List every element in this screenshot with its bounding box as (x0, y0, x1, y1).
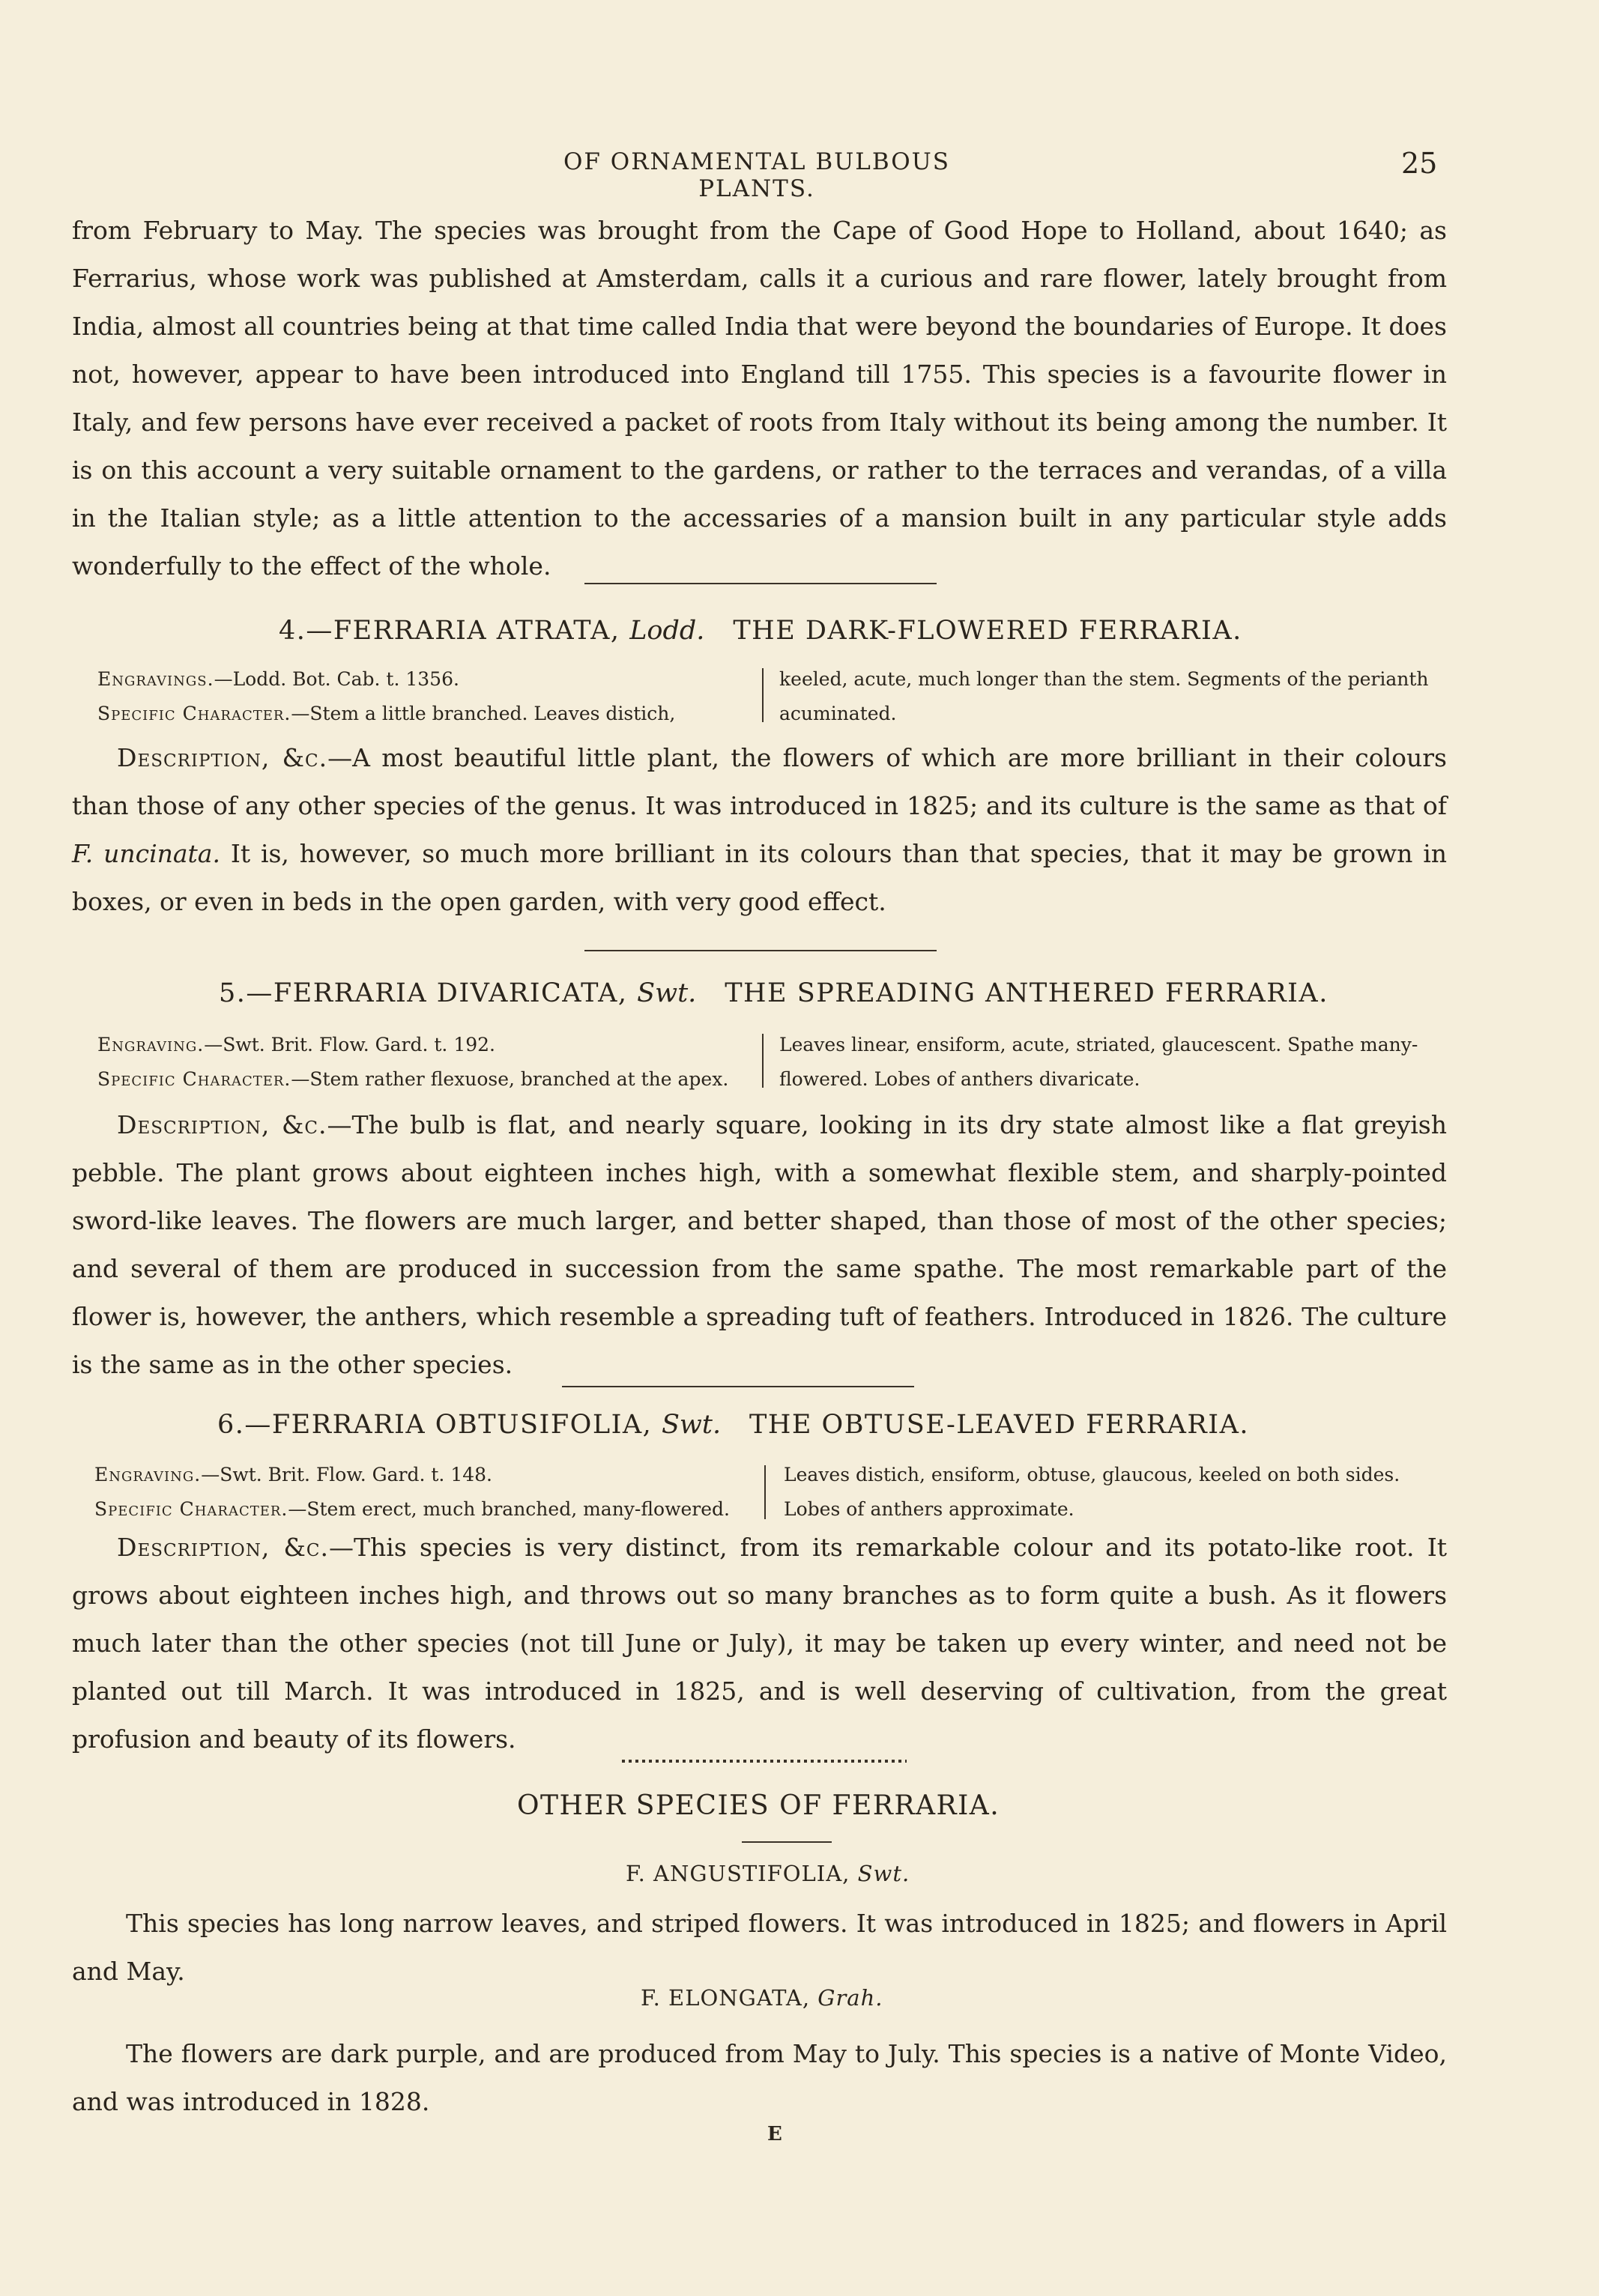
description-text: —A most beautiful little plant, the flowers of which are more brilliant in their colours than those of any other species of the genus. It was introduced in 1825; and its culture is the same as that of (72, 743, 1447, 820)
species-description (72, 1101, 1447, 1389)
species-notes-right (779, 662, 1429, 731)
note-text: flowered. Lobes of anthers divaricate. (779, 1068, 1140, 1090)
notes-separator (762, 668, 764, 722)
species-notes-left (97, 1028, 728, 1097)
species-description (72, 1524, 1447, 1763)
species-text: This species has long narrow leaves, and striped flowers. It was introduced in 1825; and flowers in April and May. (72, 1909, 1447, 1986)
species-number-name: 6.—FERRARIA OBTUSIFOLIA, (217, 1410, 653, 1440)
species-common-name: THE DARK-FLOWERED FERRARIA. (733, 616, 1242, 646)
species-authority: Swt. (637, 978, 697, 1008)
species-authority: Swt. (857, 1861, 910, 1886)
note-text: —Swt. Brit. Flow. Gard. t. 148. (201, 1464, 492, 1485)
species-heading-atrata (279, 616, 1242, 646)
species-number-name: 5.—FERRARIA DIVARICATA, (219, 978, 628, 1008)
note-text: acuminated. (779, 703, 897, 724)
species-subheading-angustifolia (626, 1861, 910, 1886)
running-title: OF ORNAMENTAL BULBOUS PLANTS. (563, 148, 950, 202)
species-heading-divaricata (219, 978, 1329, 1008)
intro-paragraph: from February to May. The species was brought from the Cape of Good Hope to Holland, about 1640; as Ferrarius, whose work was published at Amsterdam, calls it a curious and rare flower, lately brought from India, almost all countries being at that time called India that were beyond the boundaries of Europe. It does not, however, appear to have been introduced into England till 1755. This species is a favourite flower in Italy, and few persons have ever received a packet of roots from Italy without its being among the number. It is on this account a very suitable ornament to the gardens, or rather to the terraces and verandas, of a villa in the Italian style; as a little attention to the accessaries of a mansion built in any particular style adds wonderfully to the effect of the whole. (72, 216, 1447, 581)
species-authority: Swt. (661, 1410, 722, 1440)
note-text: keeled, acute, much longer than the stem. Segments of the perianth (779, 668, 1429, 690)
note-text: Lobes of anthers approximate. (784, 1498, 1074, 1520)
note-text: Leaves distich, ensiform, obtuse, glaucous, keeled on both sides. (784, 1464, 1400, 1485)
section-divider (584, 950, 937, 951)
species-notes-left (94, 1458, 730, 1527)
species-number-name: 4.—FERRARIA ATRATA, (279, 616, 620, 646)
description-label: Description, &c. (117, 743, 328, 772)
description-label: Description, &c. (117, 1110, 327, 1139)
page-number: 25 (1401, 147, 1438, 180)
description-italic: F. uncinata. (72, 839, 220, 868)
notes-separator (764, 1465, 766, 1519)
note-label: Engravings. (97, 668, 214, 690)
other-species-title: OTHER SPECIES OF FERRARIA. (517, 1790, 1000, 1821)
species-authority: Grah. (817, 1985, 883, 2011)
note-text: Leaves linear, ensiform, acute, striated, glaucescent. Spathe many- (779, 1034, 1418, 1055)
species-common-name: THE OBTUSE-LEAVED FERRARIA. (749, 1410, 1249, 1440)
species-common-name: THE SPREADING ANTHERED FERRARIA. (725, 978, 1329, 1008)
description-text: —This species is very distinct, from its remarkable colour and its potato-like root. It grows about eighteen inches high, and throws out so many branches as to form quite a bush. As it flowers much later than the other species (not till June or July), it may be taken up every winter, and need not be planted out till March. It was introduced in 1825, and is well deserving of cultivation, from the great profusion and beauty of its flowers. (72, 1533, 1447, 1754)
note-text: —Stem rather flexuose, branched at the apex. (291, 1068, 729, 1090)
species-notes-right (784, 1458, 1400, 1527)
notes-separator (762, 1034, 764, 1088)
section-divider (562, 1386, 914, 1387)
note-label: Engraving. (94, 1464, 202, 1485)
note-label: Specific Character. (97, 1068, 291, 1090)
species-name: F. ELONGATA, (641, 1985, 811, 2011)
note-text: —Lodd. Bot. Cab. t. 1356. (214, 668, 459, 690)
species-notes-left (97, 662, 675, 731)
description-text: It is, however, so much more brilliant in its colours than that species, that it may be grown in boxes, or even in beds in the open garden, with very good effect. (72, 839, 1447, 916)
note-text: —Stem a little branched. Leaves distich, (291, 703, 676, 724)
species-name: F. ANGUSTIFOLIA, (626, 1861, 850, 1886)
section-divider (584, 583, 937, 584)
species-authority: Lodd. (629, 616, 705, 646)
species-subheading-elongata (641, 1985, 883, 2011)
description-text: —The bulb is flat, and nearly square, looking in its dry state almost like a flat greyish pebble. The plant grows about eighteen inches high, with a somewhat flexible stem, and sharply-pointed sword-like leaves. The flowers are much larger, and better shaped, than those of most of the other species; and several of them are produced in succession from the same spathe. The most remarkable part of the flower is, however, the anthers, which resemble a spreading tuft of feathers. Introduced in 1826. The culture is the same as in the other species. (72, 1110, 1447, 1379)
species-description (72, 734, 1447, 926)
short-divider (742, 1841, 832, 1843)
species-text: The flowers are dark purple, and are produced from May to July. This species is a native of Monte Video, and was introduced in 1828. (72, 2039, 1447, 2116)
description-label: Description, &c. (117, 1533, 330, 1562)
note-text: —Stem erect, much branched, many-flowered. (288, 1498, 730, 1520)
signature-mark: E (767, 2123, 782, 2145)
species-heading-obtusifolia (217, 1410, 1249, 1440)
note-label: Specific Character. (97, 703, 291, 724)
species-notes-right (779, 1028, 1418, 1097)
note-label: Engraving. (97, 1034, 205, 1055)
note-text: —Swt. Brit. Flow. Gard. t. 192. (204, 1034, 495, 1055)
note-label: Specific Character. (94, 1498, 288, 1520)
